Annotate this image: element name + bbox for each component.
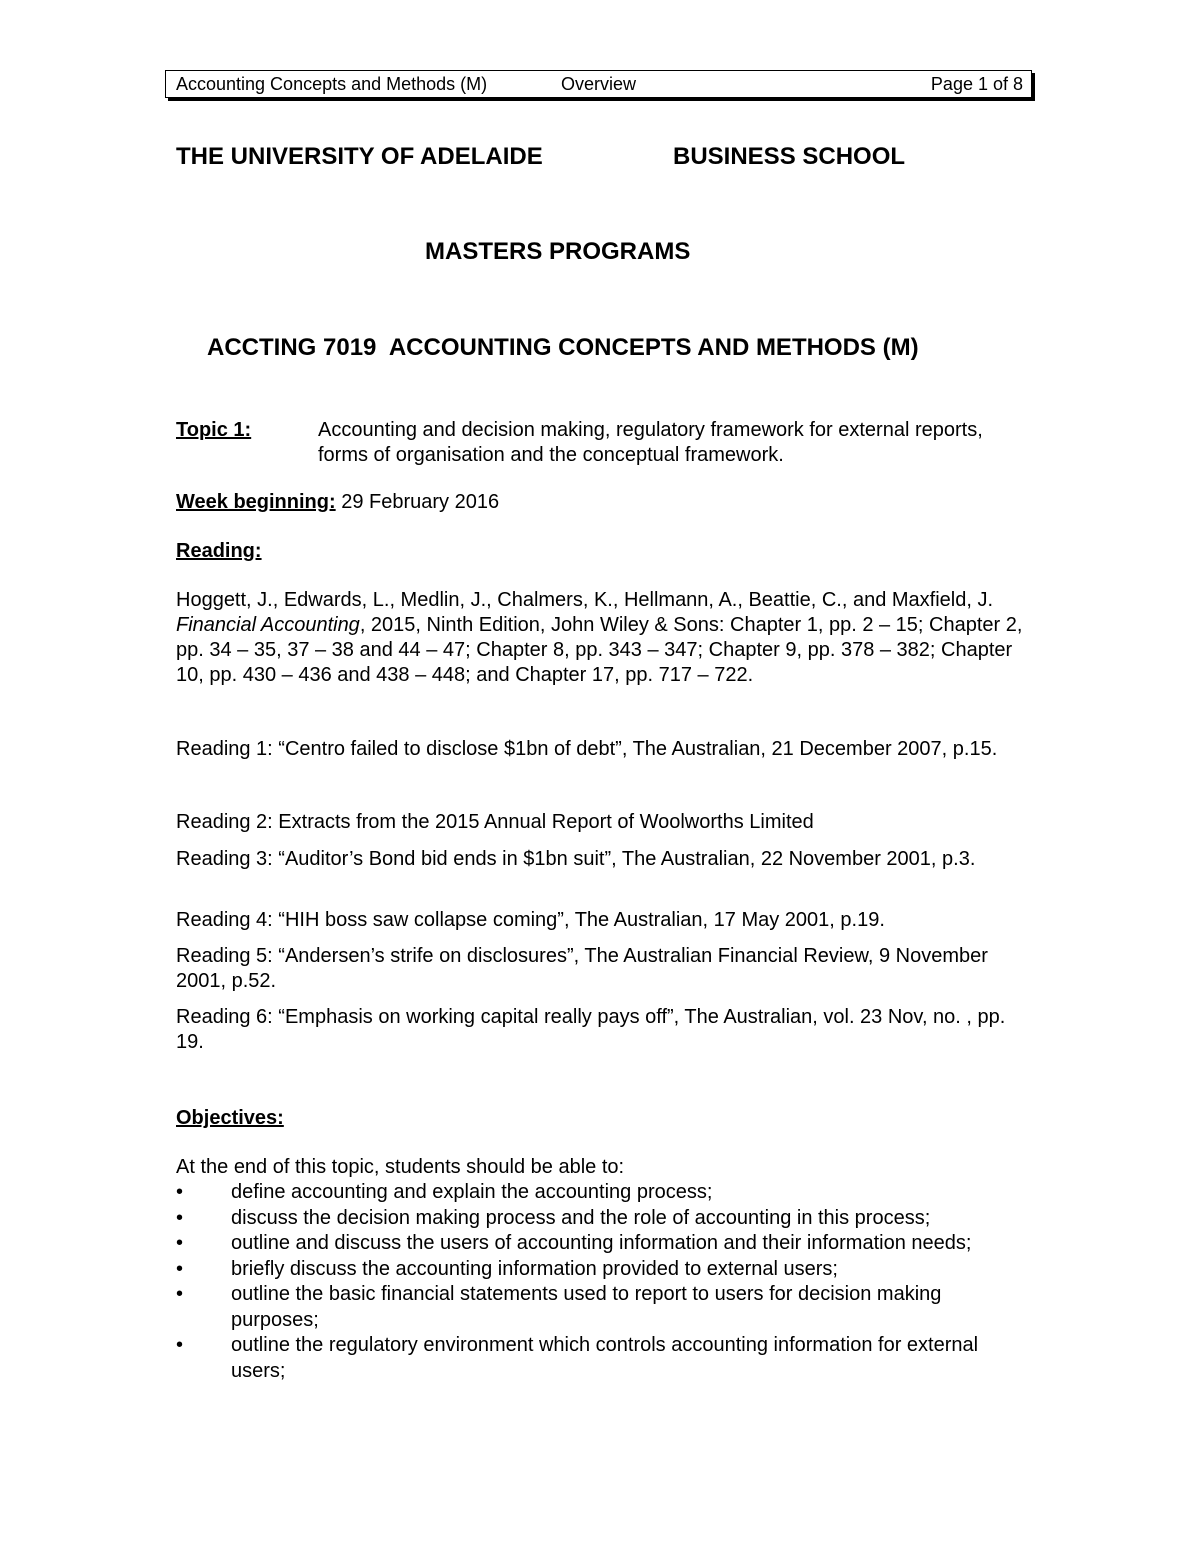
- header-course: Accounting Concepts and Methods (M): [176, 74, 488, 94]
- header-section: Overview: [561, 74, 637, 94]
- objective-text: outline the basic financial statements used to report to users for decision making purposes;: [231, 1283, 942, 1331]
- objective-item: [176, 1282, 1016, 1333]
- reading-item: Reading 3: “Auditor’s Bond bid ends in $1bn suit”, The Australian, 22 November 2001, p.3.: [176, 848, 976, 870]
- reading-item: Reading 4: “HIH boss saw collapse coming”, The Australian, 17 May 2001, p.19.: [176, 909, 885, 931]
- textbook-reference: [176, 588, 1036, 688]
- objective-text: outline and discuss the users of accounting information and their information needs;: [231, 1232, 972, 1254]
- course-title: ACCTING 7019 ACCOUNTING CONCEPTS AND METHODS (M): [207, 334, 919, 361]
- objective-item: [176, 1257, 1016, 1283]
- objective-text: discuss the decision making process and the role of accounting in this process;: [231, 1206, 931, 1229]
- objective-item: [176, 1333, 1016, 1384]
- objective-text: briefly discuss the accounting information provided to external users;: [231, 1257, 838, 1280]
- objectives-heading: Objectives:: [176, 1107, 284, 1129]
- reading-item: Reading 6: “Emphasis on working capital really pays off”, The Australian, vol. 23 Nov, no. , pp. 19.: [176, 1006, 1006, 1053]
- textbook-details: , 2015, Ninth Edition, John Wiley & Sons: Chapter 1, pp. 2 – 15; Chapter 2, pp. 34 – 35, 37 – 38 and 44 – 47; Chapter 8, pp. 343 – 347; Chapter 9, pp. 378 – 382; Chapter 10, pp. 430 – 436 and 438 – 448; and Chapter 17, pp. 717 – 722.: [176, 614, 1023, 686]
- reading-item: Reading 2: Extracts from the 2015 Annual Report of Woolworths Limited: [176, 811, 814, 833]
- objective-text: define accounting and explain the accounting process;: [231, 1181, 713, 1203]
- objectives-list: [176, 1180, 1016, 1384]
- week-value: 29 February 2016: [335, 491, 500, 513]
- bullet-icon: •: [176, 1206, 184, 1229]
- textbook-title: Financial Accounting: [176, 614, 360, 636]
- bullet-icon: •: [176, 1334, 184, 1356]
- topic-label: Topic 1:: [176, 419, 252, 441]
- bullet-icon: •: [176, 1283, 184, 1305]
- bullet-icon: •: [176, 1257, 184, 1280]
- objective-item: [176, 1231, 1016, 1257]
- objective-item: [176, 1206, 1016, 1232]
- objective-text: outline the regulatory environment which controls accounting information for external users;: [231, 1334, 979, 1382]
- week-beginning: [176, 490, 499, 515]
- header-page-number: Page 1 of 8: [930, 74, 1023, 94]
- reading-item: Reading 1: “Centro failed to disclose $1bn of debt”, The Australian, 21 December 2007, p.15.: [176, 738, 998, 760]
- topic-description: Accounting and decision making, regulatory framework for external reports, forms of organisation and the conceptual framework.: [318, 419, 983, 466]
- university-title: THE UNIVERSITY OF ADELAIDE: [176, 143, 543, 170]
- reading-heading: Reading:: [176, 540, 262, 562]
- program-title: MASTERS PROGRAMS: [425, 238, 691, 265]
- bullet-icon: •: [176, 1232, 184, 1254]
- reading-item: Reading 5: “Andersen’s strife on disclosures”, The Australian Financial Review, 9 November 2001, p.52.: [176, 945, 988, 992]
- textbook-authors: Hoggett, J., Edwards, L., Medlin, J., Chalmers, K., Hellmann, A., Beattie, C., and Maxfield, J.: [176, 589, 1005, 611]
- bullet-icon: •: [176, 1181, 184, 1203]
- week-label: Week beginning:: [176, 491, 336, 513]
- running-header: [165, 70, 1032, 98]
- objective-item: [176, 1180, 1016, 1206]
- objectives-intro: At the end of this topic, students should be able to:: [176, 1156, 625, 1178]
- school-title: BUSINESS SCHOOL: [673, 143, 906, 170]
